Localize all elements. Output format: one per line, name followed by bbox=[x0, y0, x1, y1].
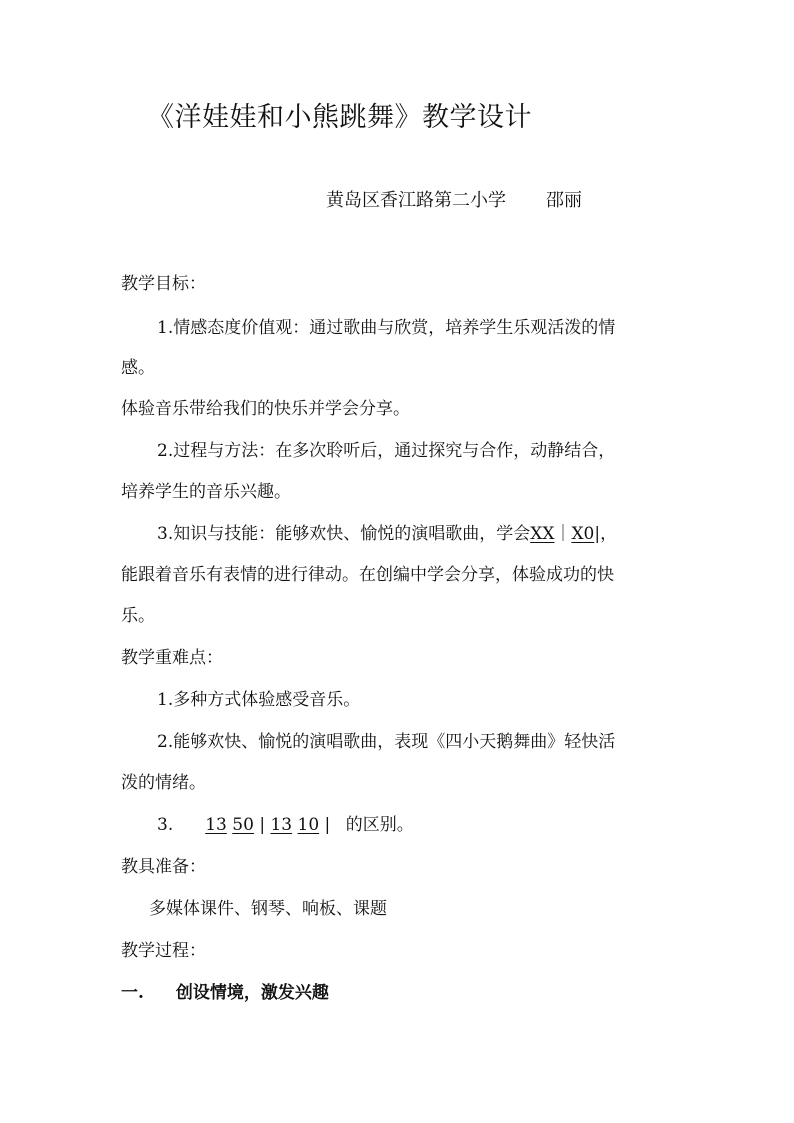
kp3-suffix: 的区别。 bbox=[345, 815, 414, 835]
kp3-number: 3. bbox=[157, 815, 174, 835]
author-line bbox=[326, 190, 582, 212]
goal3-rhythm-b: X0 bbox=[571, 524, 595, 544]
kp3-note-2: 50 bbox=[232, 815, 254, 835]
document-title: 《洋娃娃和小熊跳舞》教学设计 bbox=[147, 102, 532, 133]
section-1-number: 一. bbox=[121, 983, 144, 1003]
keypoints-heading: 教学重难点： bbox=[121, 648, 223, 668]
process-heading: 教学过程： bbox=[121, 941, 206, 961]
section-1-heading bbox=[121, 982, 329, 1004]
goals-heading: 教学目标： bbox=[121, 274, 206, 294]
goal3-rhythm-a: XX bbox=[530, 524, 555, 544]
author-name: 邵丽 bbox=[546, 190, 582, 211]
goal3-line1 bbox=[157, 523, 617, 545]
goal3-line2: 能跟着音乐有表情的进行律动。在创编中学会分享，体验成功的快 bbox=[121, 565, 614, 585]
kp3-note-4: 10 bbox=[297, 815, 320, 835]
goal1-line3: 体验音乐带给我们的快乐并学会分享。 bbox=[121, 399, 410, 419]
goal3-sep1: ｜ bbox=[554, 524, 572, 544]
goal2-line2: 培养学生的音乐兴趣。 bbox=[121, 482, 291, 502]
kp3-note-1: 13 bbox=[205, 815, 227, 835]
materials-heading: 教具准备： bbox=[121, 857, 206, 877]
goal2-line1: 2.过程与方法：在多次聆听后，通过探究与合作，动静结合， bbox=[157, 441, 616, 461]
goal1-line2: 感。 bbox=[121, 358, 155, 378]
goal3-prefix: 3.知识与技能：能够欢快、愉悦的演唱歌曲，学会 bbox=[157, 524, 531, 544]
goal3-line3: 乐。 bbox=[121, 606, 155, 626]
keypoint-2-line2: 泼的情绪。 bbox=[121, 773, 206, 793]
goal1-line1: 1.情感态度价值观：通过歌曲与欣赏，培养学生乐观活泼的情 bbox=[157, 318, 616, 338]
author-school: 黄岛区香江路第二小学 bbox=[326, 190, 506, 211]
kp3-bar-2: | bbox=[319, 815, 336, 835]
kp3-note-3: 13 bbox=[270, 815, 293, 835]
materials-list: 多媒体课件、钢琴、响板、课题 bbox=[149, 899, 387, 919]
keypoint-3 bbox=[157, 814, 414, 836]
keypoint-2-line1: 2.能够欢快、愉悦的演唱歌曲，表现《四小天鹅舞曲》轻快活 bbox=[157, 732, 616, 752]
goal3-sep2: |， bbox=[594, 524, 618, 544]
keypoint-1: 1.多种方式体验感受音乐。 bbox=[157, 690, 361, 710]
section-1-title: 创设情境，激发兴趣 bbox=[175, 983, 329, 1003]
kp3-bar-1: | bbox=[253, 815, 271, 835]
